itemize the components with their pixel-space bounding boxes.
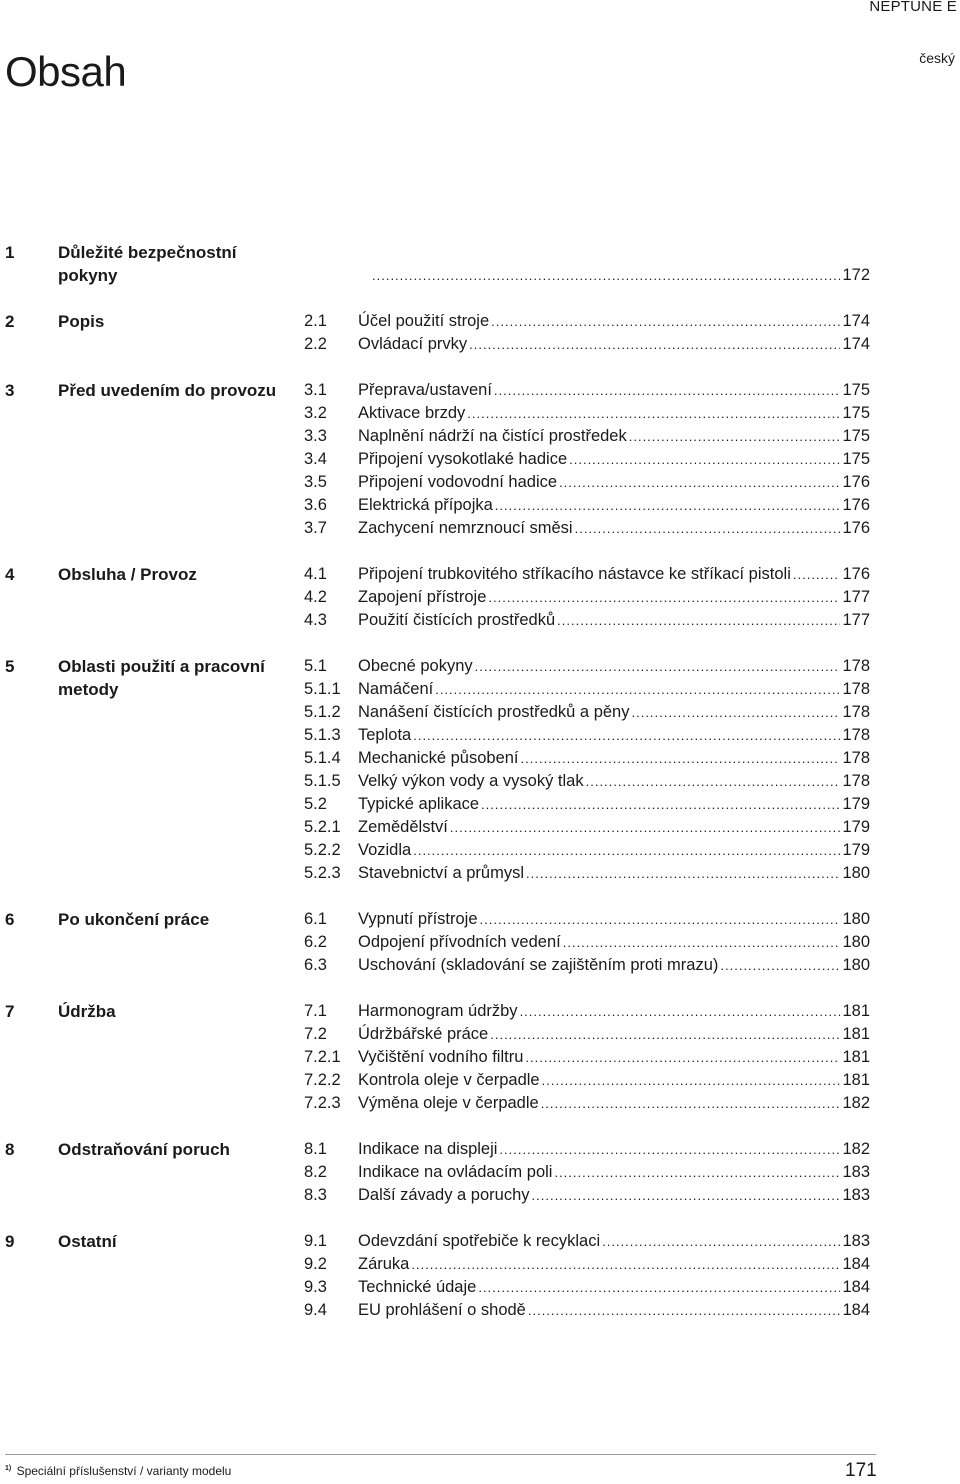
- dot-leader: [557, 609, 840, 632]
- entry-title: Zapojení přístroje: [358, 588, 487, 606]
- entry-title: Výměna oleje v čerpadle: [358, 1094, 539, 1112]
- footnote-mark: 1): [5, 1465, 12, 1472]
- entry-title: Stavebnictví a průmysl: [358, 864, 524, 882]
- entry-number: 7.2: [304, 1025, 327, 1043]
- entry-title: Záruka: [358, 1255, 410, 1273]
- entry-number: 5.2.3: [304, 864, 341, 882]
- entry-number: 6.1: [304, 910, 327, 928]
- dot-leader: [563, 931, 841, 954]
- dot-leader: [413, 839, 840, 862]
- footnote-text: Speciální příslušenství / varianty modelu: [16, 1464, 232, 1478]
- entry-page-number: 177: [842, 611, 870, 629]
- toc-entry[interactable]: [304, 1069, 870, 1092]
- entry-number: 5.1.1: [304, 680, 341, 698]
- entry-page-number: 172: [842, 266, 870, 284]
- toc-entry[interactable]: [304, 402, 870, 425]
- dot-leader: [488, 586, 840, 609]
- entry-number: 9.1: [304, 1232, 327, 1250]
- entry-number: 5.1.2: [304, 703, 341, 721]
- entry-number: 2.2: [304, 335, 327, 353]
- entry-title: Odevzdání spotřebiče k recyklaci: [358, 1232, 601, 1250]
- toc-entry[interactable]: [370, 264, 870, 287]
- entry-title: Indikace na ovládacím poli: [358, 1163, 553, 1181]
- dot-leader: [532, 1184, 841, 1207]
- dot-leader: [559, 471, 840, 494]
- dot-leader: [520, 1000, 841, 1023]
- entry-number: 5.1.4: [304, 749, 341, 767]
- toc-entry[interactable]: [304, 793, 870, 816]
- entry-number: 4.1: [304, 565, 327, 583]
- entry-title: Ovládací prvky: [358, 335, 468, 353]
- toc-entry[interactable]: [304, 724, 870, 747]
- chapter-entries: [304, 655, 870, 885]
- dot-leader: [478, 1276, 840, 1299]
- toc-entry[interactable]: [304, 1276, 870, 1299]
- entry-title: Obecné pokyny: [358, 657, 473, 675]
- entry-title: Připojení vodovodní hadice: [358, 473, 558, 491]
- dot-leader: [413, 724, 840, 747]
- entry-number: 3.6: [304, 496, 327, 514]
- entry-page-number: 183: [842, 1232, 870, 1250]
- entry-number: 9.2: [304, 1255, 327, 1273]
- toc-entry[interactable]: [304, 747, 870, 770]
- toc-entry[interactable]: [304, 1092, 870, 1115]
- entry-page-number: 177: [842, 588, 870, 606]
- entry-title: Elektrická přípojka: [358, 496, 493, 514]
- dot-leader: [372, 264, 840, 287]
- toc-chapter: [0, 655, 960, 885]
- entry-number: 6.3: [304, 956, 327, 974]
- entry-number: 3.5: [304, 473, 327, 491]
- chapter-title: Po ukončení práce: [58, 910, 210, 929]
- toc-entry[interactable]: [304, 448, 870, 471]
- table-of-contents: [0, 241, 960, 1345]
- entry-title: Teplota: [358, 726, 412, 744]
- entry-page-number: 176: [842, 473, 870, 491]
- entry-page-number: 181: [842, 1071, 870, 1089]
- chapter-number: 4: [5, 565, 15, 584]
- entry-number: 3.1: [304, 381, 327, 399]
- toc-entry[interactable]: [304, 563, 870, 586]
- entry-number: 5.2.1: [304, 818, 341, 836]
- entry-page-number: 176: [842, 519, 870, 537]
- dot-leader: [411, 1253, 840, 1276]
- chapter-entries: [304, 1230, 870, 1322]
- toc-entry[interactable]: [304, 310, 870, 333]
- dot-leader: [793, 563, 841, 586]
- entry-page-number: 183: [842, 1163, 870, 1181]
- toc-chapter: [0, 908, 960, 977]
- entry-title: Údržbářské práce: [358, 1025, 489, 1043]
- entry-number: 7.1: [304, 1002, 327, 1020]
- dot-leader: [528, 1299, 841, 1322]
- footer-divider: [5, 1454, 876, 1455]
- chapter-number: 7: [5, 1002, 15, 1021]
- chapter-number: 5: [5, 657, 15, 676]
- entry-page-number: 180: [842, 956, 870, 974]
- entry-number: 6.2: [304, 933, 327, 951]
- dot-leader: [526, 862, 840, 885]
- toc-chapter: [0, 1138, 960, 1207]
- toc-chapter: [0, 241, 960, 287]
- footnote: [5, 1464, 231, 1478]
- toc-entry[interactable]: [304, 517, 870, 540]
- dot-leader: [490, 1023, 840, 1046]
- chapter-entries: [304, 563, 870, 632]
- entry-page-number: 180: [842, 910, 870, 928]
- entry-number: 2.1: [304, 312, 327, 330]
- entry-page-number: 174: [842, 312, 870, 330]
- chapter-entries: [304, 379, 870, 540]
- toc-entry[interactable]: [304, 1253, 870, 1276]
- entry-number: 3.7: [304, 519, 327, 537]
- entry-page-number: 181: [842, 1002, 870, 1020]
- chapter-number: 8: [5, 1140, 15, 1159]
- chapter-number: 2: [5, 312, 15, 331]
- toc-entry[interactable]: [304, 1299, 870, 1322]
- toc-entry[interactable]: [304, 1138, 870, 1161]
- chapter-number: 3: [5, 381, 15, 400]
- dot-leader: [495, 494, 841, 517]
- dot-leader: [586, 770, 841, 793]
- entry-title: Vypnutí přístroje: [358, 910, 478, 928]
- chapter-number: 6: [5, 910, 15, 929]
- dot-leader: [481, 793, 840, 816]
- toc-entry[interactable]: [304, 609, 870, 632]
- dot-leader: [491, 310, 840, 333]
- toc-entry[interactable]: [304, 839, 870, 862]
- dot-leader: [499, 1138, 840, 1161]
- entry-number: 5.1: [304, 657, 327, 675]
- toc-entry[interactable]: [304, 816, 870, 839]
- entry-page-number: 178: [842, 772, 870, 790]
- entry-page-number: 176: [842, 496, 870, 514]
- chapter-title: Před uvedením do provozu: [58, 381, 277, 400]
- entry-number: 5.1.3: [304, 726, 341, 744]
- toc-entry[interactable]: [304, 379, 870, 402]
- entry-title: Vyčištění vodního filtru: [358, 1048, 524, 1066]
- language-label: český: [919, 50, 955, 66]
- entry-title: Další závady a poruchy: [358, 1186, 530, 1204]
- toc-entry[interactable]: [304, 1230, 870, 1253]
- dot-leader: [475, 655, 841, 678]
- chapter-title: Oblasti použití a pracovní metody: [58, 657, 265, 699]
- entry-number: 5.2: [304, 795, 327, 813]
- chapter-number: 9: [5, 1232, 15, 1251]
- entry-title: Použití čistících prostředků: [358, 611, 556, 629]
- chapter-title: Obsluha / Provoz: [58, 565, 197, 584]
- toc-entry[interactable]: [304, 1161, 870, 1184]
- entry-number: 8.3: [304, 1186, 327, 1204]
- entry-page-number: 175: [842, 404, 870, 422]
- entry-title: Vozidla: [358, 841, 412, 859]
- entry-page-number: 176: [842, 565, 870, 583]
- chapter-title: Údržba: [58, 1002, 116, 1021]
- toc-entry[interactable]: [304, 425, 870, 448]
- entry-title: Velký výkon vody a vysoký tlak: [358, 772, 584, 790]
- dot-leader: [631, 701, 840, 724]
- entry-page-number: 175: [842, 381, 870, 399]
- entry-number: 3.4: [304, 450, 327, 468]
- toc-entry[interactable]: [304, 1023, 870, 1046]
- dot-leader: [541, 1092, 841, 1115]
- entry-page-number: 174: [842, 335, 870, 353]
- toc-entry[interactable]: [304, 678, 870, 701]
- chapter-entries: [304, 908, 870, 977]
- toc-chapter: [0, 310, 960, 356]
- toc-entry[interactable]: [304, 770, 870, 793]
- entry-title: Aktivace brzdy: [358, 404, 466, 422]
- chapter-entries: [304, 310, 870, 356]
- entry-title: Nanášení čistících prostředků a pěny: [358, 703, 630, 721]
- entry-page-number: 181: [842, 1048, 870, 1066]
- dot-leader: [554, 1161, 840, 1184]
- dot-leader: [525, 1046, 840, 1069]
- dot-leader: [450, 816, 841, 839]
- dot-leader: [542, 1069, 841, 1092]
- model-name: NEPTUNE E: [869, 0, 957, 15]
- toc-chapter: [0, 379, 960, 540]
- entry-number: 3.3: [304, 427, 327, 445]
- toc-entry[interactable]: [304, 494, 870, 517]
- chapter-title: Důležité bezpečnostní pokyny: [58, 243, 237, 285]
- entry-title: Naplnění nádrží na čistící prostředek: [358, 427, 627, 445]
- entry-number: 9.3: [304, 1278, 327, 1296]
- entry-page-number: 182: [842, 1140, 870, 1158]
- toc-entry[interactable]: [304, 931, 870, 954]
- toc-entry[interactable]: [304, 954, 870, 977]
- entry-title: Indikace na displeji: [358, 1140, 498, 1158]
- entry-page-number: 184: [842, 1255, 870, 1273]
- chapter-title: Popis: [58, 312, 105, 331]
- dot-leader: [435, 678, 840, 701]
- toc-entry[interactable]: [304, 701, 870, 724]
- entry-page-number: 180: [842, 864, 870, 882]
- entry-number: 4.2: [304, 588, 327, 606]
- page-title: Obsah: [5, 48, 127, 95]
- dot-leader: [521, 747, 841, 770]
- entry-title: EU prohlášení o shodě: [358, 1301, 526, 1319]
- toc-entry[interactable]: [304, 586, 870, 609]
- entry-title: Namáčení: [358, 680, 434, 698]
- entry-title: Zachycení nemrznoucí směsi: [358, 519, 573, 537]
- entry-page-number: 178: [842, 703, 870, 721]
- chapter-number: 1: [5, 243, 15, 262]
- dot-leader: [602, 1230, 840, 1253]
- dot-leader: [469, 333, 840, 356]
- toc-entry[interactable]: [304, 1000, 870, 1023]
- entry-title: Mechanické působení: [358, 749, 519, 767]
- dot-leader: [629, 425, 841, 448]
- entry-page-number: 184: [842, 1301, 870, 1319]
- entry-page-number: 178: [842, 749, 870, 767]
- entry-number: 4.3: [304, 611, 327, 629]
- entry-page-number: 179: [842, 795, 870, 813]
- toc-entry[interactable]: [304, 908, 870, 931]
- entry-title: Účel použití stroje: [358, 312, 490, 330]
- toc-chapter: [0, 1000, 960, 1115]
- entry-number: 3.2: [304, 404, 327, 422]
- entry-page-number: 180: [842, 933, 870, 951]
- entry-number: 9.4: [304, 1301, 327, 1319]
- entry-number: 8.1: [304, 1140, 327, 1158]
- entry-number: 8.2: [304, 1163, 327, 1181]
- toc-chapter: [0, 563, 960, 632]
- entry-number: 5.2.2: [304, 841, 341, 859]
- entry-page-number: 179: [842, 818, 870, 836]
- chapter-title: Odstraňování poruch: [58, 1140, 230, 1159]
- entry-title: Uschování (skladování se zajištěním proti mrazu): [358, 956, 719, 974]
- toc-entry[interactable]: [304, 333, 870, 356]
- entry-title: Přeprava/ustavení: [358, 381, 492, 399]
- toc-entry[interactable]: [304, 862, 870, 885]
- entry-page-number: 181: [842, 1025, 870, 1043]
- entry-title: Připojení trubkovitého stříkacího nástavce ke stříkací pistoli: [358, 565, 791, 583]
- entry-page-number: 179: [842, 841, 870, 859]
- entry-title: Technické údaje: [358, 1278, 477, 1296]
- toc-entry[interactable]: [304, 1046, 870, 1069]
- entry-page-number: 175: [842, 427, 870, 445]
- entry-title: Připojení vysokotlaké hadice: [358, 450, 568, 468]
- chapter-entries: [304, 1000, 870, 1115]
- dot-leader: [720, 954, 840, 977]
- entry-page-number: 178: [842, 726, 870, 744]
- toc-entry[interactable]: [304, 1184, 870, 1207]
- entry-number: 7.2.2: [304, 1071, 341, 1089]
- entry-title: Typické aplikace: [358, 795, 480, 813]
- dot-leader: [569, 448, 840, 471]
- entry-number: 7.2.1: [304, 1048, 341, 1066]
- entry-page-number: 184: [842, 1278, 870, 1296]
- entry-title: Kontrola oleje v čerpadle: [358, 1071, 540, 1089]
- entry-page-number: 178: [842, 680, 870, 698]
- toc-entry[interactable]: [304, 655, 870, 678]
- entry-page-number: 175: [842, 450, 870, 468]
- dot-leader: [494, 379, 841, 402]
- entry-number: 5.1.5: [304, 772, 341, 790]
- entry-title: Zemědělství: [358, 818, 448, 836]
- dot-leader: [575, 517, 841, 540]
- chapter-entries: [304, 241, 870, 287]
- page-number: 171: [845, 1460, 877, 1481]
- dot-leader: [467, 402, 840, 425]
- dot-leader: [480, 908, 841, 931]
- toc-entry[interactable]: [304, 471, 870, 494]
- entry-page-number: 178: [842, 657, 870, 675]
- entry-title: Odpojení přívodních vedení: [358, 933, 561, 951]
- entry-page-number: 183: [842, 1186, 870, 1204]
- entry-title: Harmonogram údržby: [358, 1002, 518, 1020]
- entry-page-number: 182: [842, 1094, 870, 1112]
- entry-number: 7.2.3: [304, 1094, 341, 1112]
- chapter-title: Ostatní: [58, 1232, 117, 1251]
- toc-chapter: [0, 1230, 960, 1322]
- chapter-entries: [304, 1138, 870, 1207]
